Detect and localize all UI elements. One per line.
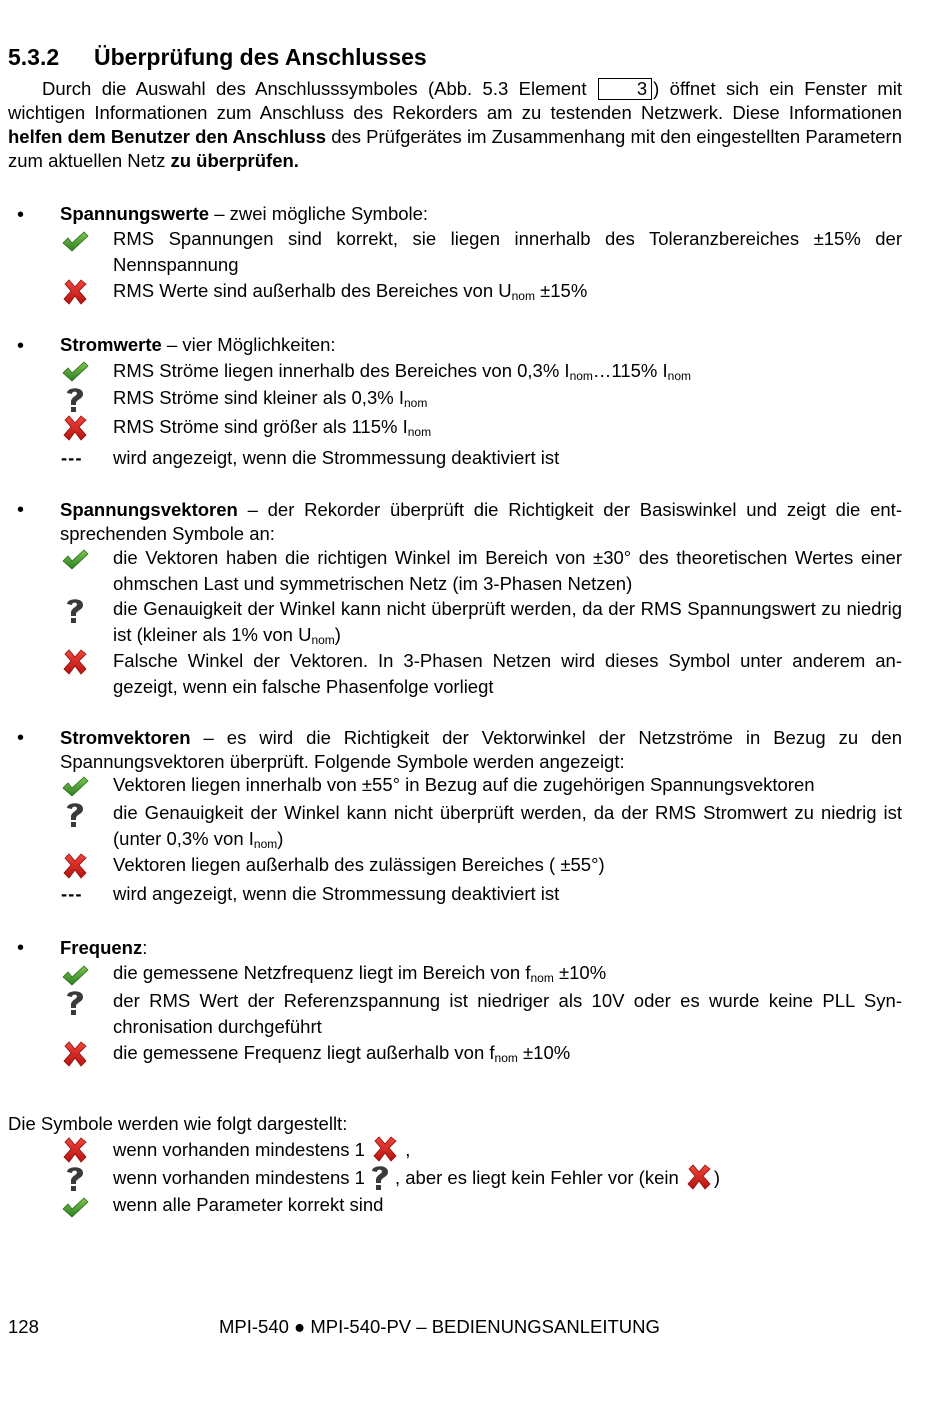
current-vectors-title: Stromvektoren: [60, 727, 191, 748]
subscript: nom: [511, 289, 535, 303]
current-vectors-desc: – es wird die Richtigkeit der Vektorwinkel der Netzströme in Bezug zu den Spannungsvektoren überprüft. Folgende Symbole werden angezeigt:: [60, 727, 902, 772]
subscript: nom: [569, 369, 593, 383]
footer-title: MPI-540 ● MPI-540-PV – BEDIENUNGSANLEITUNG: [219, 1316, 660, 1337]
current-question-text: [113, 385, 902, 411]
current-vectors-disabled-text: wird angezeigt, wenn die Strommessung deaktiviert ist: [113, 883, 560, 904]
text: ): [713, 1167, 721, 1188]
subscript: nom: [407, 425, 432, 439]
text: die gemessene Frequenz liegt außerhalb von f: [113, 1042, 495, 1063]
intro-text: Durch die Auswahl des Anschlusssymboles (Abb. 5.3 Element: [42, 78, 597, 99]
voltage-vectors-error-text: Falsche Winkel der Vektoren. In 3-Phasen Netzen wird dieses Symbol unter anderem angezeigt, wenn ein falsche Phasenfolge vorliegt: [113, 650, 902, 697]
current-vectors-heading: [60, 726, 902, 774]
current-ok-text: [113, 358, 902, 384]
text: ±10%: [517, 1042, 571, 1063]
voltage-vectors-question-text: [113, 596, 902, 648]
current-vectors-error-text: Vektoren liegen außerhalb des zulässigen Bereiches ( ±55°): [113, 854, 605, 875]
bullet-icon: •: [17, 499, 25, 521]
text: wenn vorhanden mindestens 1: [113, 1167, 365, 1188]
question-icon: [60, 988, 90, 1016]
current-title: Stromwerte: [60, 334, 162, 355]
frequency-error-text: [113, 1040, 902, 1066]
question-icon: [60, 1164, 90, 1192]
voltage-error-text: [113, 278, 902, 304]
subscript: nom: [403, 396, 428, 410]
current-disabled-text: wird angezeigt, wenn die Strommessung deaktiviert ist: [113, 447, 560, 468]
disabled-dashes: ---: [61, 447, 83, 468]
cross-icon: [684, 1163, 714, 1191]
subscript: nom: [530, 971, 554, 985]
text: …115% I: [592, 360, 668, 381]
summary-question-line: [113, 1163, 902, 1191]
bullet-icon: •: [17, 937, 25, 959]
text: wenn vorhanden mindestens 1: [113, 1139, 371, 1160]
check-icon: [60, 358, 90, 386]
subscript: nom: [494, 1051, 518, 1065]
text: ): [334, 624, 341, 645]
check-icon: [60, 773, 90, 801]
cross-icon: [60, 278, 90, 306]
cross-icon: [60, 648, 90, 676]
current-vectors-ok-text: Vektoren liegen innerhalb von ±55° in Bezug auf die zugehörigen Spannungsvektoren: [113, 774, 815, 795]
text: RMS Ströme sind kleiner als 0,3% I: [113, 387, 404, 408]
intro-bold-text: helfen dem Benutzer den Anschluss: [8, 126, 327, 147]
summary-ok-line: wenn alle Parameter korrekt sind: [113, 1194, 384, 1215]
current-desc: – vier Möglichkeiten:: [161, 334, 336, 355]
current-heading: [60, 333, 902, 357]
voltage-desc: – zwei mögliche Symbole:: [209, 203, 429, 224]
text: die Genauigkeit der Winkel kann nicht überprüft werden, da der RMS Spannungswert zu niedrig ist (kleiner als 1% von U: [113, 598, 902, 645]
intro-text: ) öffnet sich ein Fenster mit wichtigen Informationen zum Anschluss des Rekorders am zu testenden Netzwerk. Diese Informationen: [8, 78, 902, 123]
intro-paragraph: [8, 77, 902, 173]
text: ±15%: [534, 280, 588, 301]
intro-text: des Prüfgerätes im Zusammenhang mit den eingestellten Parametern zum aktuellen Netz: [8, 126, 902, 171]
section-heading: [8, 44, 427, 71]
subscript: nom: [253, 837, 278, 851]
text: ): [277, 828, 284, 849]
text: , aber es liegt kein Fehler vor (kein: [394, 1167, 684, 1188]
intro-bold-text: zu überprüfen.: [170, 150, 299, 171]
text: die gemessene Netzfrequenz liegt im Bereich von f: [113, 962, 531, 983]
text: die Genauigkeit der Winkel kann nicht überprüft werden, da der RMS Stromwert zu niedrig ist (unter 0,3% von I: [113, 802, 902, 849]
cross-icon: [370, 1135, 400, 1163]
frequency-desc: :: [142, 937, 148, 958]
text: ±10%: [553, 962, 607, 983]
bullet-icon: •: [17, 204, 25, 226]
check-icon: [60, 962, 90, 990]
subscript: nom: [667, 369, 691, 383]
frequency-title: Frequenz: [60, 937, 143, 958]
bullet-icon: •: [17, 727, 25, 749]
voltage-heading: [60, 202, 902, 226]
subscript: nom: [311, 633, 335, 647]
summary-error-line: [113, 1135, 902, 1163]
frequency-ok-text: [113, 960, 902, 986]
section-title: Überprüfung des Anschlusses: [94, 44, 427, 70]
question-icon: [365, 1163, 395, 1191]
page-number: 128: [8, 1316, 39, 1337]
voltage-vectors-title: Spannungsvektoren: [60, 499, 238, 520]
cross-icon: [60, 414, 90, 442]
question-icon: [60, 385, 90, 413]
summary-intro: Die Symbole werden wie folgt dargestellt:: [8, 1113, 348, 1134]
check-icon: [60, 1194, 90, 1222]
check-icon: [60, 228, 90, 256]
voltage-vectors-desc: – der Rekorder überprüft die Richtigkeit der Basiswinkel und zeigt die entsprechenden Symbole an:: [60, 499, 902, 544]
section-number: 5.3.2: [8, 44, 60, 70]
voltage-title: Spannungswerte: [60, 203, 210, 224]
frequency-heading: [60, 936, 902, 960]
text: RMS Ströme sind größer als 115% I: [113, 416, 408, 437]
frequency-question-text: der RMS Wert der Referenzspannung ist niedriger als 10V oder es wurde keine PLL Synchronisation durchgeführt: [113, 990, 902, 1037]
element-reference-box: 3: [598, 78, 652, 100]
cross-icon: [60, 1136, 90, 1164]
cross-icon: [60, 852, 90, 880]
voltage-vectors-ok-text: die Vektoren haben die richtigen Winkel im Bereich von ±30° des theoretischen Wertes einer ohmschen Last und symmetrischen Netz (im 3-Phasen Netzen): [113, 547, 902, 594]
bullet-icon: •: [17, 335, 25, 357]
voltage-ok-text: RMS Spannungen sind korrekt, sie liegen innerhalb des Toleranzbereiches ±15% der Nennspannung: [113, 228, 902, 275]
question-icon: [60, 596, 90, 624]
disabled-dashes: ---: [61, 883, 83, 904]
voltage-vectors-heading: [60, 498, 902, 546]
current-error-text: [113, 414, 902, 440]
current-vectors-question-text: [113, 800, 902, 852]
text: RMS Ströme liegen innerhalb des Bereiches von 0,3% I: [113, 360, 570, 381]
cross-icon: [60, 1040, 90, 1068]
question-icon: [60, 800, 90, 828]
text: ,: [400, 1139, 411, 1160]
text: RMS Werte sind außerhalb des Bereiches von U: [113, 280, 512, 301]
check-icon: [60, 546, 90, 574]
